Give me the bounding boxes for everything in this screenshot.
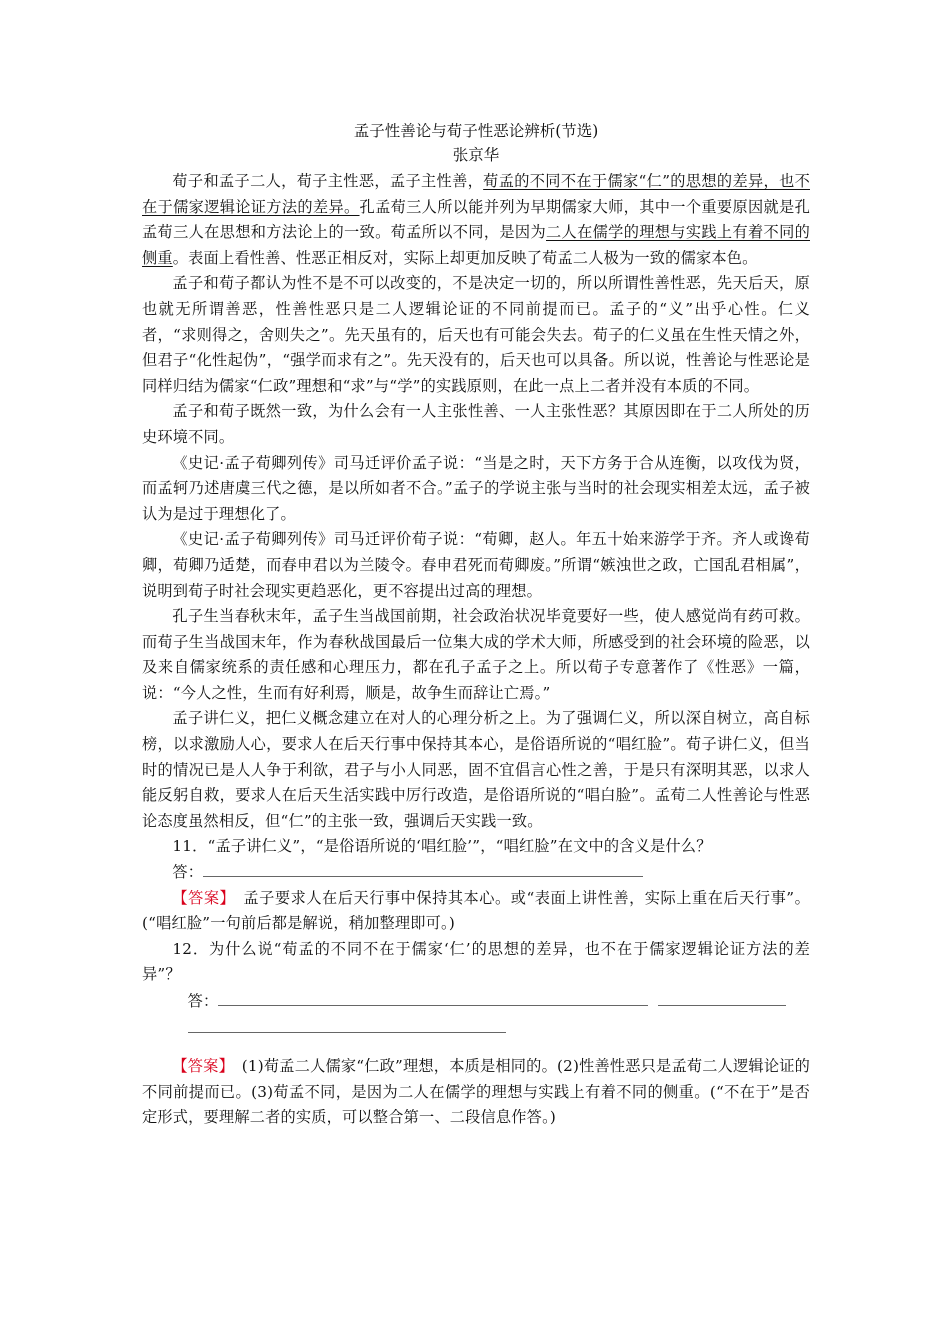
question-12: 12．为什么说“荀孟的不同不在于儒家‘仁’的思想的差异，也不在于儒家逻辑论证方法的差异”？ (142, 939, 810, 984)
document-page (142, 115, 810, 1131)
q11-answer-tag: 【答案】 (172, 888, 228, 907)
q12-answer-line-2 (142, 1015, 810, 1042)
q11-answer (142, 886, 810, 937)
q12-answer-label: 答： (187, 992, 219, 1010)
q11-answer-text: 孟子要求人在后天行事中保持其本心。或“表面上讲性善，实际上重在后天行事”。(“唱红脸”一句前后都是解说，稍加整理即可。) (142, 888, 810, 933)
q11-answer-line (142, 860, 810, 886)
para1-text-a: 荀子和孟子二人，荀子主性恶，孟子主性善， (172, 172, 484, 190)
author-name: 张京华 (452, 146, 500, 164)
q12-answer-tag: 【答案】 (172, 1057, 227, 1075)
para1-underlined-1: 荀孟的不同不在于儒家“仁”的思想的差异，也不在于儒家逻辑论证方法的差异。 (142, 172, 810, 216)
para1-text-b: 孔孟荀三人所以能并列为早期儒家大师，其中一个重要原因就是孔孟荀三人在思想和方法论上的一致。荀孟所以不同，是因为 (142, 197, 810, 242)
q12-answer (142, 1054, 810, 1131)
q11-blank-line[interactable] (203, 862, 643, 877)
q12-answer-text: (1)荀孟二人儒家“仁政”理想，本质是相同的。(2)性善性恶只是孟荀二人逻辑论证的不同前提而已。(3)荀孟不同，是因为二人在儒学的理想与实践上有着不同的侧重。(“不在于”是否定形式，要理解二者的实质，可以整合第一、二段信息作答。) (142, 1057, 810, 1127)
para1-text-c: 。表面上看性善、性恶正相反对，实际上却更加反映了荀孟二人极为一致的儒家本色。 (172, 248, 758, 267)
paragraph-4: 《史记·孟子荀卿列传》司马迁评价孟子说：“当是之时，天下方务于合从连衡，以攻伐为贤，而孟轲乃述唐虞三代之德，是以所如者不合。”孟子的学说主张与当时的社会现实相差太远，孟子被认为是过于理想化了。 (142, 453, 810, 523)
paragraph-3: 孟子和荀子既然一致，为什么会有一人主张性善、一人主张性恶？其原因即在于二人所处的历史环境不同。 (142, 402, 810, 446)
para1-underlined-2: 二人在儒学的理想与实践上有着不同的侧重 (142, 223, 810, 267)
q12-blank-line-1[interactable] (218, 991, 648, 1006)
paragraph-7: 孟子讲仁义，把仁义概念建立在对人的心理分析之上。为了强调仁义，所以深自树立，高自标榜，以求激励人心，要求人在后天行事中保持其本心，是俗语所说的“唱红脸”。荀子讲仁义，但当时的情况已是人人争于利欲，君子与小人同恶，固不宜倡言心性之善，于是只有深明其恶，以求人能反躬自救，要求人在后天生活实践中厉行改造，是俗语所说的“唱白脸”。孟荀二人性善论与性恶论态度虽然相反，但“仁”的主张一致，强调后天实践一致。 (142, 709, 810, 830)
paragraph-6: 孔子生当春秋末年，孟子生当战国前期，社会政治状况毕竟要好一些，使人感觉尚有药可救。而荀子生当战国末年，作为春秋战国最后一位集大成的学术大师，所感受到的社会环境的险恶，以及来自儒家统系的责任感和心理压力，都在孔子孟子之上。所以荀子专意著作了《性恶》一篇，说：“今人之性，生而有好利焉，顺是，故争生而辞让亡焉。” (142, 607, 810, 702)
q12-blank-line-3[interactable] (188, 1018, 506, 1033)
q11-answer-label: 答： (172, 863, 204, 882)
document-title: 孟子性善论与荀子性恶论辨析(节选) (353, 122, 599, 140)
question-11: 11．“孟子讲仁义”，“是俗语所说的‘唱红脸’”，“唱红脸”在文中的含义是什么？ (172, 837, 712, 856)
paragraph-2: 孟子和荀子都认为性不是不可以改变的，不是决定一切的，所以所谓性善性恶，先天后天，原也就无所谓善恶，性善性恶只是二人逻辑论证的不同前提而已。孟子的“义”出乎心性。仁义者，“求则得之，舍则失之”。先天虽有的，后天也有可能会失去。荀子的仁义虽在生性天情之外，但君子“化性起伪”，“强学而求有之”。先天没有的，后天也可以具备。所以说，性善论与性恶论是同样归结为儒家“仁政”理想和“求”与“学”的实践原则，在此一点上二者并没有本质的不同。 (142, 274, 810, 395)
paragraph-5: 《史记·孟子荀卿列传》司马迁评价荀子说：“荀卿，赵人。年五十始来游学于齐。齐人或谗荀卿，荀卿乃适楚，而春申君以为兰陵令。春申君死而荀卿废。”所谓“嫉浊世之政，亡国乱君相属”，说明到荀子时社会现实更趋恶化，更不容提出过高的理想。 (142, 530, 810, 600)
q12-answer-line (142, 988, 810, 1015)
q12-blank-line-2[interactable] (658, 991, 786, 1006)
paragraph-1 (142, 169, 810, 271)
